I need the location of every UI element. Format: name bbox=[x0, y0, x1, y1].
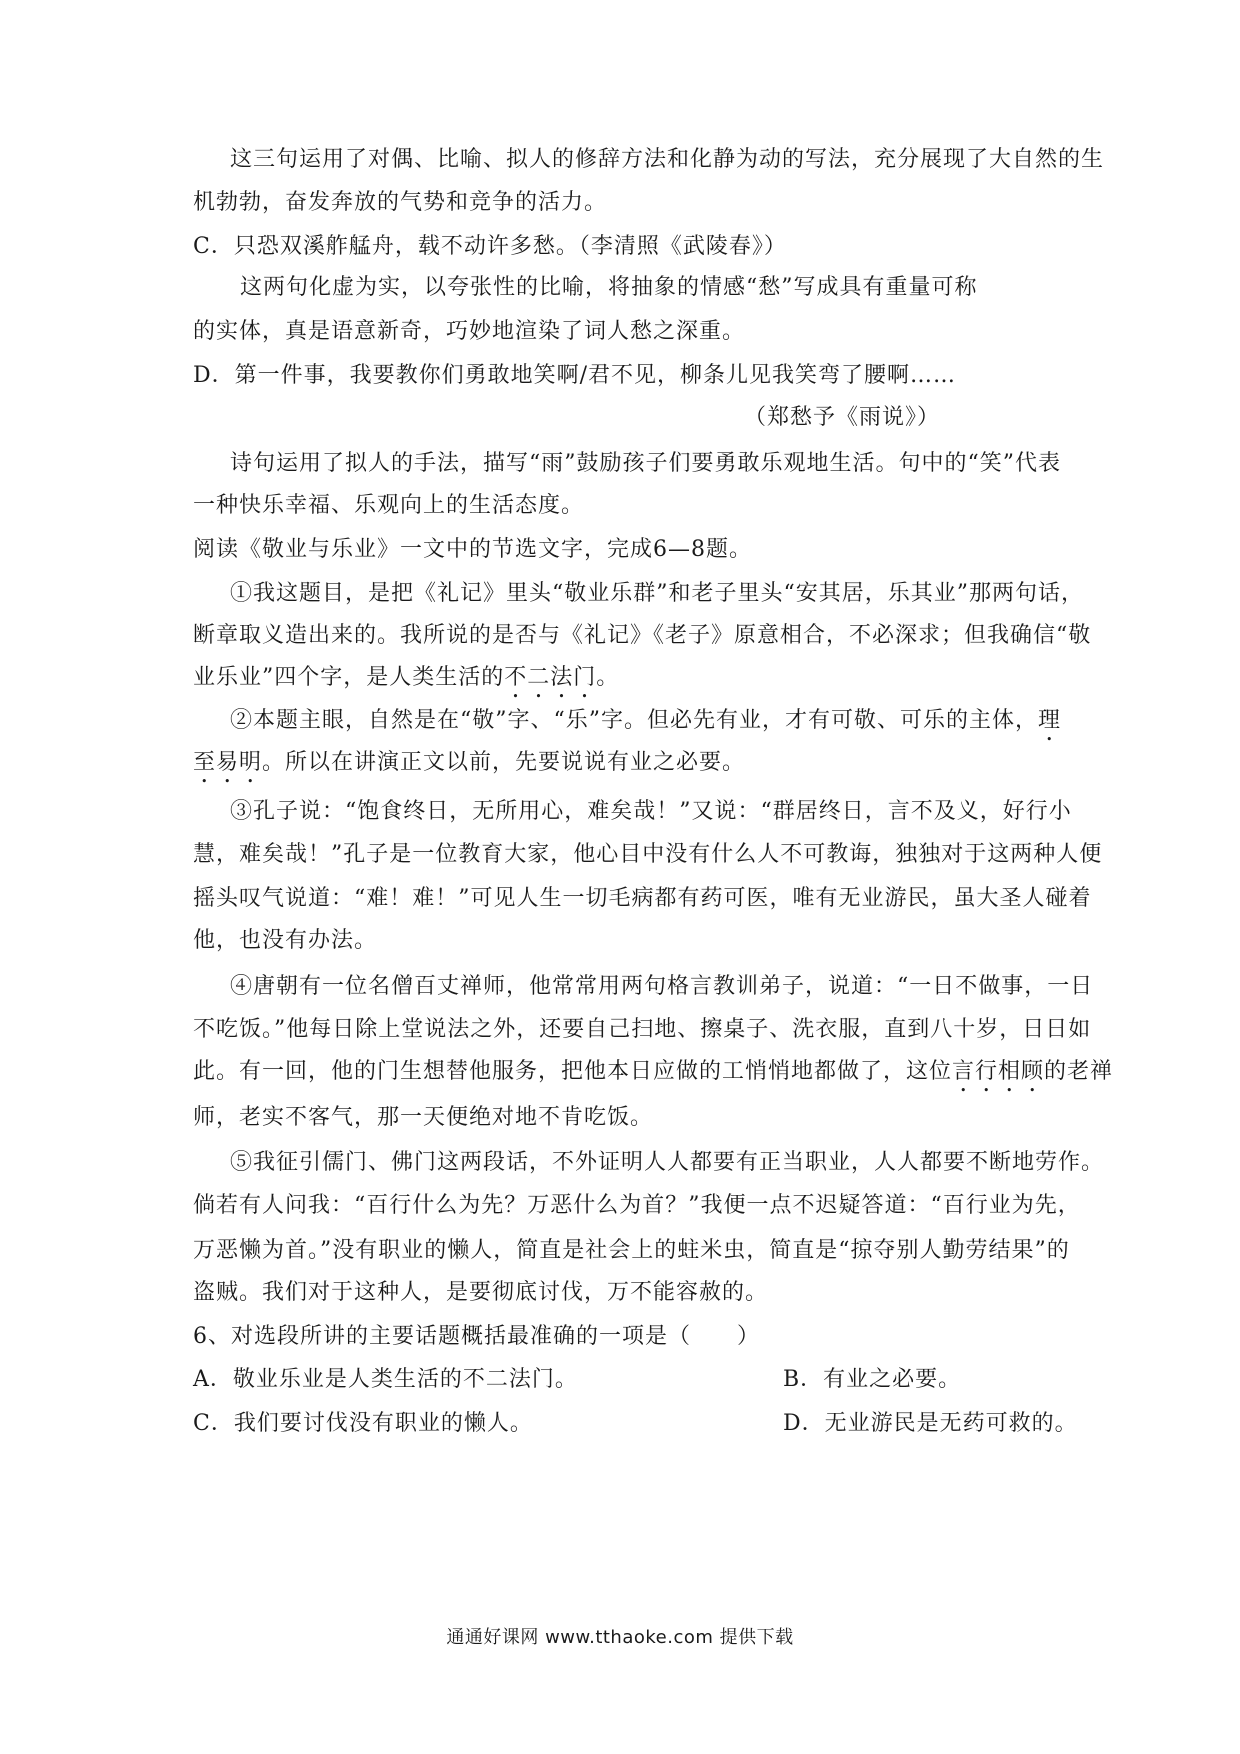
para4-line2: 不吃饭。”他每日除上堂说法之外，还要自己扫地、擦桌子、洗衣服，直到八十岁，日日如 bbox=[193, 1017, 1092, 1042]
para3-line1: ③孔子说：“饱食终日，无所用心，难矣哉！”又说：“群居终日，言不及义，好行小 bbox=[230, 799, 1072, 824]
para1-line3-pre: 业乐业”四个字，是人类生活的 bbox=[193, 665, 505, 690]
para3-line4: 他，也没有办法。 bbox=[193, 928, 378, 953]
option-d-explanation-line1: 诗句运用了拟人的手法，描写“雨”鼓励孩子们要勇敢乐观地生活。句中的“笑”代表 bbox=[230, 451, 1061, 476]
para2-line2-post: 。所以在讲演正文以前，先要说说有业之必要。 bbox=[262, 750, 746, 775]
para3-line3: 摇头叹气说道：“难！难！”可见人生一切毛病都有药可医，唯有无业游民，虽大圣人碰着 bbox=[193, 886, 1092, 911]
para1-line3-post: 。 bbox=[596, 665, 620, 690]
reading-intro: 阅读《敬业与乐业》一文中的节选文字，完成6—8题。 bbox=[193, 537, 752, 562]
para1-line3 bbox=[193, 663, 1070, 703]
para4-line1: ④唐朝有一位名僧百丈禅师，他常常用两句格言教训弟子，说道：“一日不做事，一日 bbox=[230, 974, 1094, 999]
para1-line1: ①我这题目，是把《礼记》里头“敬业乐群”和老子里头“安其居，乐其业”那两句话， bbox=[230, 581, 1084, 606]
para5-line1: ⑤我征引儒门、佛门这两段话，不外证明人人都要有正当职业，人人都要不断地劳作。 bbox=[230, 1150, 1105, 1175]
option-d-citation: （郑愁予《雨说》） bbox=[743, 405, 940, 430]
dotted-phrase-zhi-yi-ming: 至易明 bbox=[193, 750, 263, 775]
dotted-char-li: 理 bbox=[1038, 708, 1062, 733]
dotted-phrase-yanxing-xianggu: 言行相顾 bbox=[952, 1059, 1045, 1084]
question-6-options-cd bbox=[193, 1409, 1078, 1439]
para3-line2: 慧，难矣哉！”孔子是一位教育大家，他心目中没有什么人不可教诲，独独对于这两种人便 bbox=[193, 842, 1103, 867]
p1-line1: 这三句运用了对偶、比喻、拟人的修辞方法和化静为动的写法，充分展现了大自然的生 bbox=[230, 147, 1105, 172]
para4-line3-post: 的老禅 bbox=[1044, 1059, 1114, 1084]
page-footer: 通通好课网 www.tthaoke.com 提供下载 bbox=[446, 1627, 794, 1648]
para2-line2 bbox=[193, 748, 1070, 788]
para5-line3: 万恶懒为首。”没有职业的懒人，简直是社会上的蛀米虫，简直是“掠夺别人勤劳结果”的 bbox=[193, 1238, 1070, 1263]
question-6-stem: 6、对选段所讲的主要话题概括最准确的一项是（ ） bbox=[193, 1324, 760, 1349]
para4-line4: 师，老实不客气，那一天便绝对地不肯吃饭。 bbox=[193, 1105, 654, 1130]
option-c-explanation-line2: 的实体，真是语意新奇，巧妙地渲染了词人愁之深重。 bbox=[193, 319, 746, 344]
para2-line1-pre: ②本题主眼，自然是在“敬”字、“乐”字。但必先有业，才有可敬、可乐的主体， bbox=[230, 708, 1038, 733]
question-6-option-d: D．无业游民是无药可救的。 bbox=[783, 1411, 1078, 1436]
question-6-option-c: C．我们要讨伐没有职业的懒人。 bbox=[193, 1411, 533, 1436]
question-6-options-ab bbox=[193, 1365, 1070, 1395]
para5-line2: 倘若有人问我：“百行什么为先？万恶什么为首？”我便一点不迟疑答道：“百行业为先， bbox=[193, 1193, 1081, 1218]
dotted-phrase-buer-famen: 不二法门 bbox=[504, 665, 597, 690]
para1-line2: 断章取义造出来的。我所说的是否与《礼记》《老子》原意相合，不必深求；但我确信“敬 bbox=[193, 623, 1092, 648]
option-d-line: D．第一件事，我要教你们勇敢地笑啊/君不见，柳条儿见我笑弯了腰啊…… bbox=[193, 363, 957, 388]
option-c-explanation-line1: 这两句化虚为实，以夸张性的比喻，将抽象的情感“愁”写成具有重量可称 bbox=[240, 275, 978, 300]
option-c-line: C．只恐双溪舴艋舟，载不动许多愁。（李清照《武陵春》） bbox=[193, 234, 787, 259]
question-6-option-a: A．敬业乐业是人类生活的不二法门。 bbox=[193, 1367, 578, 1392]
question-6-option-b: B．有业之必要。 bbox=[783, 1367, 962, 1392]
option-d-explanation-line2: 一种快乐幸福、乐观向上的生活态度。 bbox=[193, 493, 585, 518]
p1-line2: 机勃勃，奋发奔放的气势和竞争的活力。 bbox=[193, 190, 608, 215]
para4-line3-pre: 此。有一回，他的门生想替他服务，把他本日应做的工悄悄地都做了，这位 bbox=[193, 1059, 953, 1084]
para5-line4: 盗贼。我们对于这种人，是要彻底讨伐，万不能容赦的。 bbox=[193, 1280, 769, 1305]
para4-line3 bbox=[193, 1057, 1114, 1097]
para2-line1 bbox=[230, 706, 1070, 746]
